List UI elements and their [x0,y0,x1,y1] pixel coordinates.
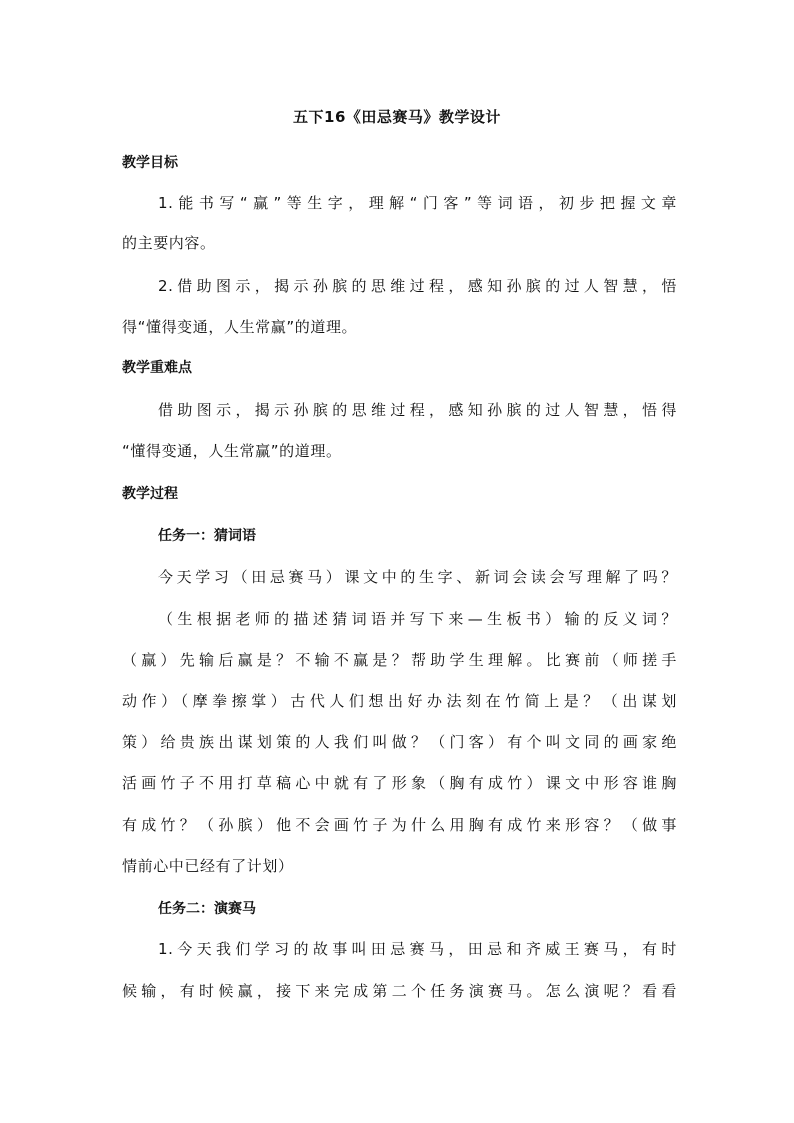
task-2-line: 1.今天我们学习的故事叫田忌赛马，田忌和齐威王赛马，有时 [158,940,677,958]
process-heading: 教学过程 [122,486,178,502]
objectives-heading: 教学目标 [122,155,178,171]
objective-2-line-2: 得“懂得变通，人生常赢”的道理。 [122,318,358,336]
task-2-title: 任务二：演赛马 [158,901,256,917]
task-1-line: 策）给贵族出谋划策的人我们叫做？（门客）有个叫文同的画家绝 [122,733,677,751]
task-1-line: 情前心中已经有了计划） [122,857,294,875]
keypoints-heading: 教学重难点 [122,360,192,376]
objective-1-line-2: 的主要内容。 [122,234,216,252]
task-1-line: 动作）（摩拳擦掌）古代人们想出好办法刻在竹简上是？（出谋划 [122,692,677,710]
page-title: 五下16《田忌赛马》教学设计 [293,108,501,126]
task-1-line: 有成竹？（孙膑）他不会画竹子为什么用胸有成竹来形容？（做事 [122,816,677,834]
keypoints-line-1: 借助图示，揭示孙膑的思维过程，感知孙膑的过人智慧，悟得 [158,401,677,419]
task-2-line: 候输，有时候赢，接下来完成第二个任务演赛马。怎么演呢？看看 [122,982,677,1000]
task-1-line: （生根据老师的描述猜词语并写下来—生板书）输的反义词？ [158,610,677,628]
task-1-line: 今天学习（田忌赛马）课文中的生字、新词会读会写理解了吗？ [158,568,677,586]
objective-1-line-1: 1.能书写“赢”等生字，理解“门客”等词语，初步把握文章 [158,194,677,212]
objective-2-line-1: 2.借助图示，揭示孙膑的思维过程，感知孙膑的过人智慧，悟 [158,277,677,295]
task-1-line: （赢）先输后赢是？不输不赢是？帮助学生理解。比赛前（师搓手 [122,651,677,669]
task-1-line: 活画竹子不用打草稿心中就有了形象（胸有成竹）课文中形容谁胸 [122,774,677,792]
task-1-title: 任务一：猜词语 [158,528,256,544]
keypoints-line-2: “懂得变通，人生常赢”的道理。 [122,442,342,460]
